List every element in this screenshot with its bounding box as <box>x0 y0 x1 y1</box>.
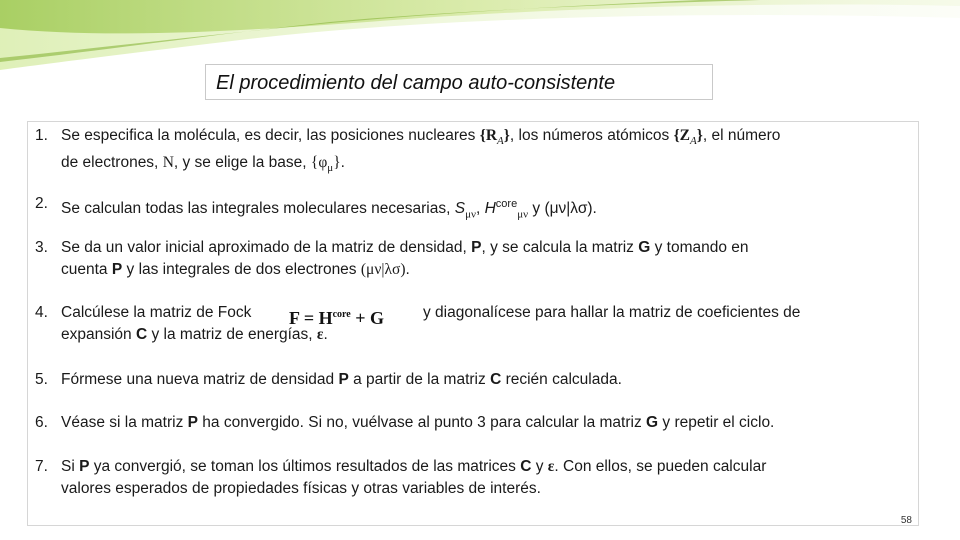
step-text <box>61 193 911 225</box>
matrix-C: C <box>490 371 502 388</box>
step-line <box>61 259 911 281</box>
math-phi: {φ <box>310 154 328 172</box>
text-run: . <box>340 154 345 172</box>
step-text <box>61 369 911 391</box>
text-run: recién calculada. <box>501 371 622 388</box>
step-line <box>61 302 911 328</box>
text-run: . <box>323 326 328 343</box>
text-run: , el número <box>702 127 781 144</box>
math-H: H <box>484 200 496 218</box>
step-number: 3. <box>35 239 48 256</box>
matrix-P: P <box>111 261 123 278</box>
math-integral: (μν|λσ) <box>360 261 406 278</box>
matrix-C: C <box>520 458 532 475</box>
math-sub: A <box>497 135 504 148</box>
step-number: 2. <box>35 195 48 212</box>
math-sub: A <box>690 135 697 148</box>
math-N: N <box>162 154 174 172</box>
step-number: 1. <box>35 127 48 144</box>
text-run: y la matriz de energías, <box>147 326 317 343</box>
text-run: , los números atómicos <box>509 127 674 144</box>
step-line <box>61 324 911 346</box>
math-brace: } <box>503 127 510 144</box>
math-Z: {Z <box>673 127 691 144</box>
eq-lhs: F = H <box>289 308 333 328</box>
step-number: 7. <box>35 458 48 475</box>
text-run: de electrones, <box>61 154 163 172</box>
math-S: S <box>454 200 466 218</box>
text-run: y tomando en <box>650 239 749 256</box>
text-run: Véase si la matriz <box>61 414 188 431</box>
text-run: Si <box>61 458 80 475</box>
step-text <box>61 125 911 179</box>
eq-sup: core <box>332 309 351 320</box>
text-run: , y se elige la base, <box>173 154 311 172</box>
matrix-P: P <box>79 458 90 475</box>
step-line <box>61 478 911 500</box>
math-epsilon: ε <box>547 458 555 475</box>
text-run: , <box>475 200 485 218</box>
text-run: ha convergido. Si no, vuélvase al punto 3 para calcular la matriz <box>197 414 647 431</box>
math-epsilon: ε <box>316 326 324 343</box>
text-run: expansión <box>61 326 136 343</box>
step-line <box>61 125 911 152</box>
text-run: y (μν|λσ). <box>528 200 597 218</box>
text-run: cuenta <box>61 261 112 278</box>
math-R: {R <box>479 127 498 144</box>
step-text <box>61 237 911 281</box>
matrix-C: C <box>135 326 148 343</box>
step-text <box>61 456 911 500</box>
matrix-P: P <box>187 414 198 431</box>
fock-equation <box>289 304 417 326</box>
text-run: valores esperados de propiedades físicas y otras variables de interés. <box>61 480 541 497</box>
text-run: Fórmese una nueva matriz de densidad <box>61 371 339 388</box>
text-run: . Con ellos, se pueden calcular <box>554 458 767 475</box>
text-run: Se da un valor inicial aproximado de la matriz de densidad, <box>61 239 472 256</box>
text-run: a partir de la matriz <box>348 371 491 388</box>
math-brace: } <box>333 154 341 172</box>
text-run: y diagonalícese para hallar la matriz de coeficientes de <box>423 304 801 321</box>
text-run: . <box>405 261 410 278</box>
page-number: 58 <box>900 515 912 526</box>
step-text <box>61 412 911 434</box>
matrix-P: P <box>338 371 349 388</box>
text-run: y repetir el ciclo. <box>658 414 775 431</box>
step-line <box>61 152 911 179</box>
slide-title: El procedimiento del campo auto-consistente <box>216 72 616 94</box>
math-sub: μν <box>465 208 476 221</box>
eq-rhs: + G <box>350 308 384 328</box>
math-sup: core <box>495 198 518 210</box>
text-run: Se especifica la molécula, es decir, las posiciones nucleares <box>61 127 480 144</box>
step-number: 5. <box>35 371 48 388</box>
text-run: ya convergió, se toman los últimos resultados de las matrices <box>89 458 521 475</box>
text-run: Se calculan todas las integrales moleculares necesarias, <box>61 200 455 218</box>
matrix-P: P <box>471 239 482 256</box>
step-line <box>61 237 911 259</box>
text-run: Calcúlese la matriz de Fock <box>61 304 252 321</box>
title-box <box>205 64 713 100</box>
matrix-G: G <box>638 239 651 256</box>
text-run: , y se calcula la matriz <box>481 239 639 256</box>
step-number: 6. <box>35 414 48 431</box>
math-sub: μ <box>327 162 334 175</box>
matrix-G: G <box>646 414 659 431</box>
text-run: y <box>531 458 548 475</box>
math-sub: μν <box>517 208 529 221</box>
step-text <box>61 302 911 346</box>
text-run: y las integrales de dos electrones <box>122 261 361 278</box>
math-brace: } <box>696 127 703 144</box>
step-number: 4. <box>35 304 48 321</box>
step-line <box>61 456 911 478</box>
